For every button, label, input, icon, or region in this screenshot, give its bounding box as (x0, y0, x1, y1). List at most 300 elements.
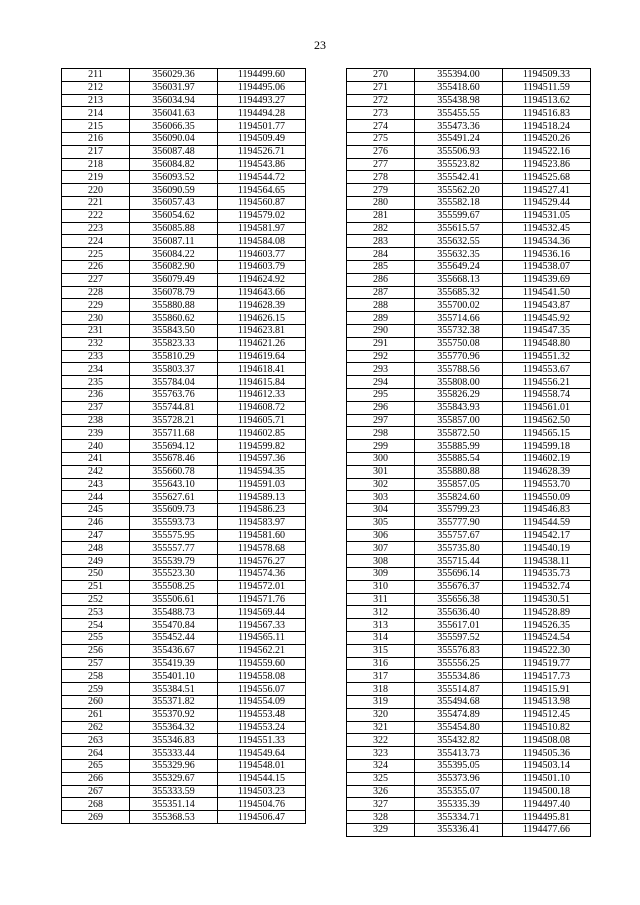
point-number-cell: 274 (347, 120, 415, 133)
y-coordinate-cell: 1194538.07 (503, 260, 591, 273)
page-number: 23 (314, 38, 326, 52)
point-number-cell: 213 (62, 94, 130, 107)
y-coordinate-cell: 1194586.23 (218, 504, 306, 517)
y-coordinate-cell: 1194530.51 (503, 593, 591, 606)
point-number-cell: 218 (62, 158, 130, 171)
point-number-cell: 322 (347, 734, 415, 747)
y-coordinate-cell: 1194542.17 (503, 529, 591, 542)
y-coordinate-cell: 1194594.35 (218, 465, 306, 478)
point-number-cell: 295 (347, 388, 415, 401)
point-number-cell: 254 (62, 619, 130, 632)
point-number-cell: 288 (347, 299, 415, 312)
y-coordinate-cell: 1194562.21 (218, 644, 306, 657)
point-number-cell: 280 (347, 196, 415, 209)
point-number-cell: 301 (347, 465, 415, 478)
y-coordinate-cell: 1194513.98 (503, 696, 591, 709)
table-row (347, 465, 591, 478)
table-row (62, 606, 306, 619)
table-row (347, 363, 591, 376)
table-row (62, 683, 306, 696)
point-number-cell: 240 (62, 440, 130, 453)
point-number-cell: 237 (62, 401, 130, 414)
y-coordinate-cell: 1194548.80 (503, 337, 591, 350)
table-row (347, 529, 591, 542)
x-coordinate-cell: 355843.50 (130, 324, 218, 337)
table-row (62, 580, 306, 593)
x-coordinate-cell: 355632.35 (415, 248, 503, 261)
x-coordinate-cell: 355617.01 (415, 619, 503, 632)
x-coordinate-cell: 355364.32 (130, 721, 218, 734)
table-row (347, 811, 591, 824)
point-number-cell: 293 (347, 363, 415, 376)
point-number-cell: 223 (62, 222, 130, 235)
y-coordinate-cell: 1194576.27 (218, 555, 306, 568)
y-coordinate-cell: 1194567.33 (218, 619, 306, 632)
y-coordinate-cell: 1194559.60 (218, 657, 306, 670)
x-coordinate-cell: 355823.33 (130, 337, 218, 350)
point-number-cell: 284 (347, 248, 415, 261)
point-number-cell: 214 (62, 107, 130, 120)
point-number-cell: 307 (347, 542, 415, 555)
y-coordinate-cell: 1194564.65 (218, 184, 306, 197)
point-number-cell: 315 (347, 644, 415, 657)
y-coordinate-cell: 1194548.01 (218, 760, 306, 773)
y-coordinate-cell: 1194553.67 (503, 363, 591, 376)
y-coordinate-cell: 1194574.36 (218, 568, 306, 581)
y-coordinate-cell: 1194545.92 (503, 312, 591, 325)
table-row (347, 798, 591, 811)
x-coordinate-cell: 355582.18 (415, 196, 503, 209)
y-coordinate-cell: 1194547.35 (503, 324, 591, 337)
table-row (347, 657, 591, 670)
x-coordinate-cell: 355843.93 (415, 401, 503, 414)
table-row (62, 248, 306, 261)
y-coordinate-cell: 1194556.07 (218, 683, 306, 696)
point-number-cell: 298 (347, 427, 415, 440)
x-coordinate-cell: 355576.83 (415, 644, 503, 657)
y-coordinate-cell: 1194643.66 (218, 286, 306, 299)
x-coordinate-cell: 355643.10 (130, 478, 218, 491)
x-coordinate-cell: 356087.48 (130, 145, 218, 158)
table-row (347, 555, 591, 568)
y-coordinate-cell: 1194628.39 (218, 299, 306, 312)
table-row (347, 235, 591, 248)
y-coordinate-cell: 1194628.39 (503, 465, 591, 478)
point-number-cell: 245 (62, 504, 130, 517)
x-coordinate-cell: 355370.92 (130, 708, 218, 721)
table-row (62, 542, 306, 555)
x-coordinate-cell: 355473.36 (415, 120, 503, 133)
table-row (62, 350, 306, 363)
y-coordinate-cell: 1194618.41 (218, 363, 306, 376)
point-number-cell: 251 (62, 580, 130, 593)
x-coordinate-cell: 355329.67 (130, 772, 218, 785)
y-coordinate-cell: 1194527.41 (503, 184, 591, 197)
table-row (347, 145, 591, 158)
point-number-cell: 232 (62, 337, 130, 350)
y-coordinate-cell: 1194551.33 (218, 734, 306, 747)
table-row (62, 363, 306, 376)
x-coordinate-cell: 355575.95 (130, 529, 218, 542)
y-coordinate-cell: 1194554.09 (218, 696, 306, 709)
y-coordinate-cell: 1194509.49 (218, 132, 306, 145)
x-coordinate-cell: 355656.38 (415, 593, 503, 606)
table-row (62, 94, 306, 107)
y-coordinate-cell: 1194569.44 (218, 606, 306, 619)
point-number-cell: 260 (62, 696, 130, 709)
table-row (347, 478, 591, 491)
table-row (347, 785, 591, 798)
table-row (347, 158, 591, 171)
y-coordinate-cell: 1194520.26 (503, 132, 591, 145)
point-number-cell: 321 (347, 721, 415, 734)
x-coordinate-cell: 355788.56 (415, 363, 503, 376)
point-number-cell: 264 (62, 747, 130, 760)
table-row (347, 491, 591, 504)
x-coordinate-cell: 356078.79 (130, 286, 218, 299)
table-row (347, 696, 591, 709)
point-number-cell: 243 (62, 478, 130, 491)
point-number-cell: 246 (62, 516, 130, 529)
point-number-cell: 313 (347, 619, 415, 632)
table-row (62, 798, 306, 811)
point-number-cell: 268 (62, 798, 130, 811)
point-number-cell: 244 (62, 491, 130, 504)
point-number-cell: 231 (62, 324, 130, 337)
y-coordinate-cell: 1194591.03 (218, 478, 306, 491)
y-coordinate-cell: 1194518.24 (503, 120, 591, 133)
y-coordinate-cell: 1194500.18 (503, 785, 591, 798)
x-coordinate-cell: 355599.67 (415, 209, 503, 222)
y-coordinate-cell: 1194509.33 (503, 69, 591, 82)
y-coordinate-cell: 1194477.66 (503, 824, 591, 837)
point-number-cell: 239 (62, 427, 130, 440)
point-number-cell: 291 (347, 337, 415, 350)
point-number-cell: 230 (62, 312, 130, 325)
x-coordinate-cell: 355334.71 (415, 811, 503, 824)
x-coordinate-cell: 355711.68 (130, 427, 218, 440)
y-coordinate-cell: 1194522.30 (503, 644, 591, 657)
point-number-cell: 228 (62, 286, 130, 299)
x-coordinate-cell: 355371.82 (130, 696, 218, 709)
table-row (347, 132, 591, 145)
x-coordinate-cell: 355329.96 (130, 760, 218, 773)
table-row (347, 312, 591, 325)
table-row (347, 69, 591, 82)
table-row (347, 337, 591, 350)
table-row (347, 632, 591, 645)
x-coordinate-cell: 355523.30 (130, 568, 218, 581)
y-coordinate-cell: 1194561.01 (503, 401, 591, 414)
y-coordinate-cell: 1194589.13 (218, 491, 306, 504)
table-row (62, 107, 306, 120)
table-row (62, 670, 306, 683)
table-row (62, 273, 306, 286)
x-coordinate-cell: 356066.35 (130, 120, 218, 133)
x-coordinate-cell: 355676.37 (415, 580, 503, 593)
point-number-cell: 263 (62, 734, 130, 747)
x-coordinate-cell: 355627.61 (130, 491, 218, 504)
x-coordinate-cell: 355700.02 (415, 299, 503, 312)
y-coordinate-cell: 1194525.68 (503, 171, 591, 184)
point-number-cell: 300 (347, 452, 415, 465)
table-row (62, 529, 306, 542)
x-coordinate-cell: 355351.14 (130, 798, 218, 811)
point-number-cell: 225 (62, 248, 130, 261)
table-row (62, 785, 306, 798)
table-row (347, 209, 591, 222)
y-coordinate-cell: 1194543.86 (218, 158, 306, 171)
point-number-cell: 224 (62, 235, 130, 248)
table-row (62, 145, 306, 158)
point-number-cell: 311 (347, 593, 415, 606)
y-coordinate-cell: 1194556.21 (503, 376, 591, 389)
x-coordinate-cell: 355346.83 (130, 734, 218, 747)
coordinates-table-right-body (347, 69, 591, 837)
y-coordinate-cell: 1194549.64 (218, 747, 306, 760)
x-coordinate-cell: 355455.55 (415, 107, 503, 120)
table-row (347, 414, 591, 427)
table-row (62, 158, 306, 171)
table-row (62, 184, 306, 197)
y-coordinate-cell: 1194495.81 (503, 811, 591, 824)
y-coordinate-cell: 1194626.15 (218, 312, 306, 325)
point-number-cell: 252 (62, 593, 130, 606)
x-coordinate-cell: 355770.96 (415, 350, 503, 363)
y-coordinate-cell: 1194501.10 (503, 772, 591, 785)
point-number-cell: 281 (347, 209, 415, 222)
y-coordinate-cell: 1194532.74 (503, 580, 591, 593)
y-coordinate-cell: 1194503.23 (218, 785, 306, 798)
y-coordinate-cell: 1194621.26 (218, 337, 306, 350)
x-coordinate-cell: 355728.21 (130, 414, 218, 427)
y-coordinate-cell: 1194512.45 (503, 708, 591, 721)
x-coordinate-cell: 355514.87 (415, 683, 503, 696)
table-row (347, 580, 591, 593)
y-coordinate-cell: 1194523.86 (503, 158, 591, 171)
table-row (347, 324, 591, 337)
y-coordinate-cell: 1194550.09 (503, 491, 591, 504)
y-coordinate-cell: 1194599.82 (218, 440, 306, 453)
point-number-cell: 318 (347, 683, 415, 696)
table-row (347, 222, 591, 235)
table-row (347, 568, 591, 581)
x-coordinate-cell: 355470.84 (130, 619, 218, 632)
x-coordinate-cell: 355744.81 (130, 401, 218, 414)
y-coordinate-cell: 1194623.81 (218, 324, 306, 337)
point-number-cell: 302 (347, 478, 415, 491)
table-row (347, 516, 591, 529)
point-number-cell: 267 (62, 785, 130, 798)
x-coordinate-cell: 355678.46 (130, 452, 218, 465)
y-coordinate-cell: 1194619.64 (218, 350, 306, 363)
table-row (347, 670, 591, 683)
y-coordinate-cell: 1194536.16 (503, 248, 591, 261)
x-coordinate-cell: 355418.60 (415, 81, 503, 94)
point-number-cell: 312 (347, 606, 415, 619)
point-number-cell: 305 (347, 516, 415, 529)
x-coordinate-cell: 355694.12 (130, 440, 218, 453)
point-number-cell: 327 (347, 798, 415, 811)
x-coordinate-cell: 355696.14 (415, 568, 503, 581)
x-coordinate-cell: 355401.10 (130, 670, 218, 683)
table-row (62, 516, 306, 529)
x-coordinate-cell: 355355.07 (415, 785, 503, 798)
point-number-cell: 215 (62, 120, 130, 133)
table-row (62, 657, 306, 670)
y-coordinate-cell: 1194565.15 (503, 427, 591, 440)
x-coordinate-cell: 355494.68 (415, 696, 503, 709)
y-coordinate-cell: 1194544.72 (218, 171, 306, 184)
point-number-cell: 294 (347, 376, 415, 389)
table-row (347, 388, 591, 401)
x-coordinate-cell: 355857.00 (415, 414, 503, 427)
table-row (347, 248, 591, 261)
x-coordinate-cell: 355735.80 (415, 542, 503, 555)
table-row (62, 491, 306, 504)
y-coordinate-cell: 1194519.77 (503, 657, 591, 670)
table-row (347, 171, 591, 184)
x-coordinate-cell: 355523.82 (415, 158, 503, 171)
table-row (62, 260, 306, 273)
x-coordinate-cell: 355336.41 (415, 824, 503, 837)
y-coordinate-cell: 1194540.19 (503, 542, 591, 555)
x-coordinate-cell: 356090.04 (130, 132, 218, 145)
x-coordinate-cell: 355649.24 (415, 260, 503, 273)
table-row (347, 401, 591, 414)
x-coordinate-cell: 356093.52 (130, 171, 218, 184)
table-row (62, 69, 306, 82)
table-row (62, 632, 306, 645)
table-row (62, 401, 306, 414)
y-coordinate-cell: 1194597.36 (218, 452, 306, 465)
table-row (347, 619, 591, 632)
table-row (62, 324, 306, 337)
y-coordinate-cell: 1194603.77 (218, 248, 306, 261)
point-number-cell: 292 (347, 350, 415, 363)
point-number-cell: 248 (62, 542, 130, 555)
y-coordinate-cell: 1194541.50 (503, 286, 591, 299)
table-row (62, 312, 306, 325)
point-number-cell: 270 (347, 69, 415, 82)
table-row (62, 772, 306, 785)
table-row (347, 299, 591, 312)
table-row (347, 440, 591, 453)
point-number-cell: 317 (347, 670, 415, 683)
x-coordinate-cell: 355506.93 (415, 145, 503, 158)
x-coordinate-cell: 355632.55 (415, 235, 503, 248)
point-number-cell: 328 (347, 811, 415, 824)
x-coordinate-cell: 355593.73 (130, 516, 218, 529)
point-number-cell: 227 (62, 273, 130, 286)
point-number-cell: 289 (347, 312, 415, 325)
x-coordinate-cell: 355413.73 (415, 747, 503, 760)
point-number-cell: 249 (62, 555, 130, 568)
x-coordinate-cell: 355685.32 (415, 286, 503, 299)
y-coordinate-cell: 1194539.69 (503, 273, 591, 286)
table-row (347, 644, 591, 657)
y-coordinate-cell: 1194511.59 (503, 81, 591, 94)
point-number-cell: 242 (62, 465, 130, 478)
table-row (62, 235, 306, 248)
x-coordinate-cell: 355534.86 (415, 670, 503, 683)
y-coordinate-cell: 1194535.73 (503, 568, 591, 581)
y-coordinate-cell: 1194578.68 (218, 542, 306, 555)
table-row (62, 196, 306, 209)
y-coordinate-cell: 1194562.50 (503, 414, 591, 427)
table-row (347, 94, 591, 107)
point-number-cell: 282 (347, 222, 415, 235)
y-coordinate-cell: 1194526.35 (503, 619, 591, 632)
x-coordinate-cell: 355714.66 (415, 312, 503, 325)
y-coordinate-cell: 1194560.87 (218, 196, 306, 209)
point-number-cell: 257 (62, 657, 130, 670)
y-coordinate-cell: 1194558.74 (503, 388, 591, 401)
point-number-cell: 212 (62, 81, 130, 94)
y-coordinate-cell: 1194583.97 (218, 516, 306, 529)
y-coordinate-cell: 1194528.89 (503, 606, 591, 619)
table-row (62, 388, 306, 401)
point-number-cell: 323 (347, 747, 415, 760)
x-coordinate-cell: 355885.54 (415, 452, 503, 465)
y-coordinate-cell: 1194494.28 (218, 107, 306, 120)
point-number-cell: 275 (347, 132, 415, 145)
x-coordinate-cell: 356087.11 (130, 235, 218, 248)
x-coordinate-cell: 355557.77 (130, 542, 218, 555)
y-coordinate-cell: 1194553.24 (218, 721, 306, 734)
y-coordinate-cell: 1194551.32 (503, 350, 591, 363)
table-row (62, 593, 306, 606)
y-coordinate-cell: 1194579.02 (218, 209, 306, 222)
x-coordinate-cell: 355803.37 (130, 363, 218, 376)
table-row (62, 734, 306, 747)
x-coordinate-cell: 355373.96 (415, 772, 503, 785)
y-coordinate-cell: 1194499.60 (218, 69, 306, 82)
table-row (62, 337, 306, 350)
x-coordinate-cell: 355880.88 (130, 299, 218, 312)
table-row (62, 440, 306, 453)
point-number-cell: 266 (62, 772, 130, 785)
y-coordinate-cell: 1194544.15 (218, 772, 306, 785)
table-row (347, 721, 591, 734)
x-coordinate-cell: 356031.97 (130, 81, 218, 94)
table-row (347, 260, 591, 273)
table-row (62, 171, 306, 184)
x-coordinate-cell: 355438.98 (415, 94, 503, 107)
point-number-cell: 258 (62, 670, 130, 683)
x-coordinate-cell: 356082.90 (130, 260, 218, 273)
x-coordinate-cell: 355539.79 (130, 555, 218, 568)
point-number-cell: 259 (62, 683, 130, 696)
x-coordinate-cell: 355636.40 (415, 606, 503, 619)
x-coordinate-cell: 355824.60 (415, 491, 503, 504)
y-coordinate-cell: 1194615.84 (218, 376, 306, 389)
point-number-cell: 273 (347, 107, 415, 120)
point-number-cell: 278 (347, 171, 415, 184)
table-row (62, 619, 306, 632)
x-coordinate-cell: 355333.59 (130, 785, 218, 798)
coordinates-table-right (346, 68, 591, 837)
y-coordinate-cell: 1194493.27 (218, 94, 306, 107)
x-coordinate-cell: 355436.67 (130, 644, 218, 657)
point-number-cell: 329 (347, 824, 415, 837)
point-number-cell: 226 (62, 260, 130, 273)
table-row (347, 81, 591, 94)
x-coordinate-cell: 355763.76 (130, 388, 218, 401)
x-coordinate-cell: 355508.25 (130, 580, 218, 593)
x-coordinate-cell: 355333.44 (130, 747, 218, 760)
table-row (62, 747, 306, 760)
